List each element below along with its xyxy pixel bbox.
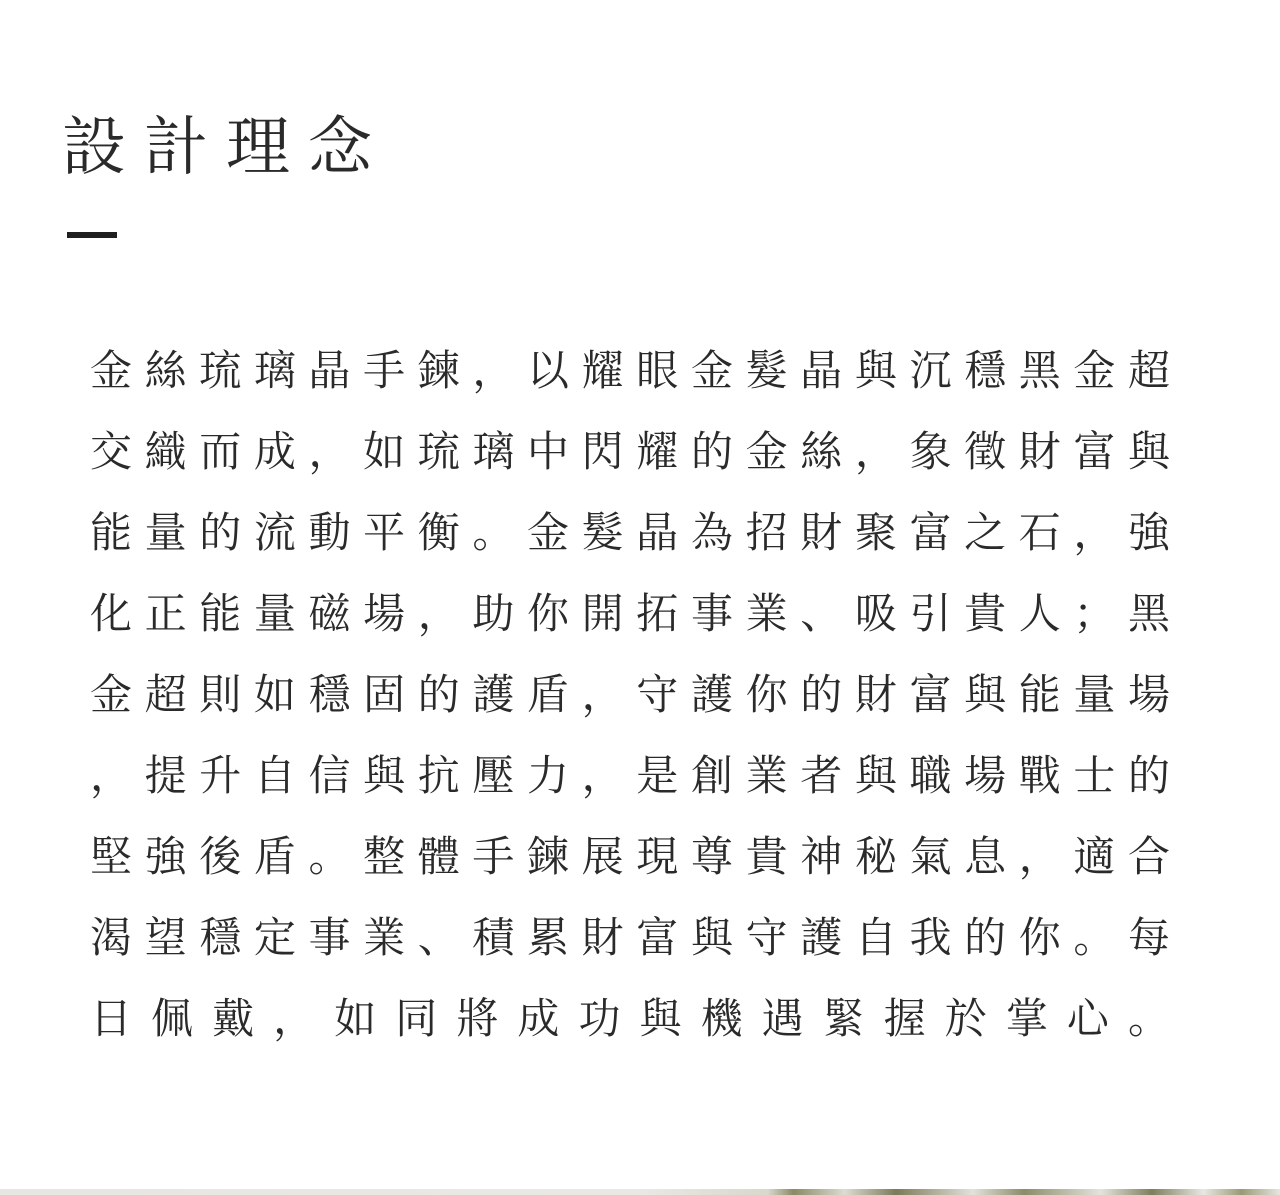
description-line: 日佩戴，如同將成功與機遇緊握於掌心。 bbox=[90, 994, 1170, 1043]
section-title: 設計理念 bbox=[62, 111, 390, 185]
description-line: 交織而成，如琉璃中閃耀的金絲，象徵財富與 bbox=[90, 427, 1170, 476]
next-section-image-edge bbox=[0, 1189, 1280, 1195]
description-line: 化正能量磁場，助你開拓事業、吸引貴人；黑 bbox=[90, 589, 1170, 638]
description-line: ，提升自信與抗壓力，是創業者與職場戰士的 bbox=[90, 751, 1170, 800]
description-paragraph bbox=[90, 330, 1170, 1059]
description-line: 能量的流動平衡。金髮晶為招財聚富之石，強 bbox=[90, 508, 1170, 557]
description-line: 渴望穩定事業、積累財富與守護自我的你。每 bbox=[90, 913, 1170, 962]
description-line: 堅強後盾。整體手鍊展現尊貴神秘氣息，適合 bbox=[90, 832, 1170, 881]
description-line: 金絲琉璃晶手鍊，以耀眼金髮晶與沉穩黑金超 bbox=[90, 346, 1170, 395]
description-line: 金超則如穩固的護盾，守護你的財富與能量場 bbox=[90, 670, 1170, 719]
title-underline bbox=[67, 232, 117, 238]
